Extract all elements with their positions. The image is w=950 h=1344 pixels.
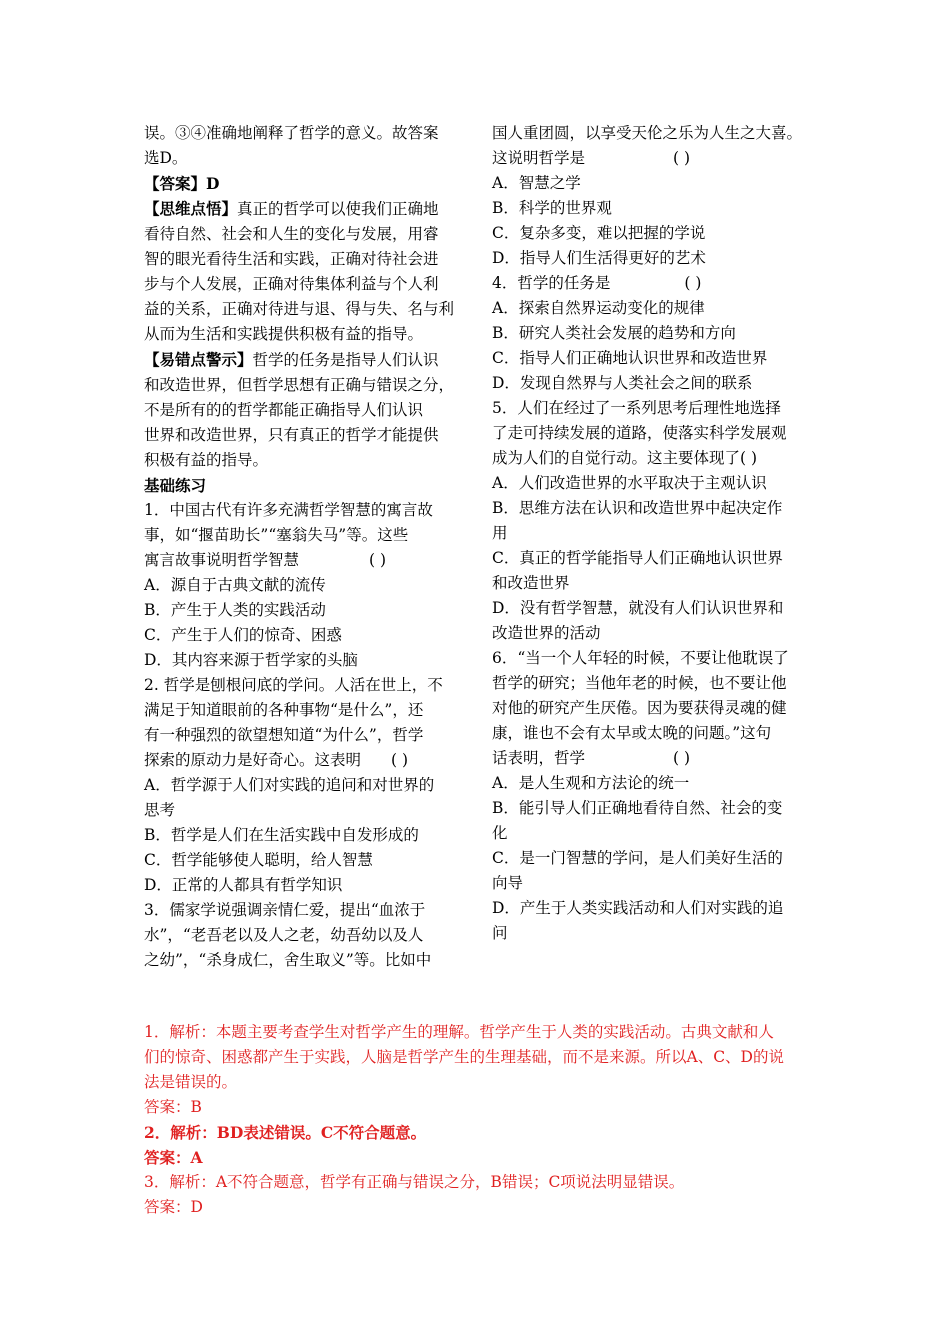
q6-option-c-cont: 向导	[492, 874, 524, 892]
q4-option-c: C．指导人们正确地认识世界和改造世界	[492, 349, 768, 367]
a1-explanation: 法是错误的。	[144, 1073, 238, 1091]
q6-option-d: D．产生于人类实践活动和人们对实践的追	[492, 899, 784, 917]
section-title: 基础练习	[144, 476, 207, 495]
q2-stem: 满足于知道眼前的各种事物“是什么”，还	[144, 701, 424, 719]
a3-explanation: 3．解析：A不符合题意，哲学有正确与错误之分，B错误；C项说法明显错误。	[144, 1173, 685, 1191]
thinking-line: 步与个人发展，正确对待集体利益与个人利	[144, 275, 439, 293]
warning-line: 世界和改造世界，只有真正的哲学才能提供	[144, 426, 439, 444]
q2-stem: 探索的原动力是好奇心。这表明 ( )	[144, 751, 409, 769]
a3-answer: 答案：D	[144, 1198, 203, 1216]
q4-option-a: A．探索自然界运动变化的规律	[492, 299, 705, 317]
intro-line: 选D。	[144, 149, 188, 167]
q3-stem: 3．儒家学说强调亲情仁爱，提出“血浓于	[144, 901, 426, 919]
q1-option-a: A．源自于古典文献的流传	[144, 576, 326, 594]
right-column	[492, 121, 822, 946]
q2-option-d: D．正常的人都具有哲学知识	[144, 876, 343, 894]
q6-stem: 6．“当一个人年轻的时候，不要让他耽误了	[492, 649, 789, 667]
q6-paren: ( )	[673, 749, 691, 767]
q2-option-a: A．哲学源于人们对实践的追问和对世界的	[144, 776, 435, 794]
q5-stem: 了走可持续发展的道路，使落实科学发展观	[492, 424, 787, 442]
a1-explanation: 们的惊奇、困惑都产生于实践，人脑是哲学产生的生理基础，而不是来源。所以A、C、D的说	[144, 1048, 784, 1066]
q1-paren: ( )	[369, 551, 387, 569]
q6-stem: 哲学的研究；当他年老的时候，也不要让他	[492, 674, 787, 692]
q1-stem: 寓言故事说明哲学智慧 ( )	[144, 551, 387, 569]
intro-line: 误。③④准确地阐释了哲学的意义。故答案	[144, 124, 439, 142]
thinking-line: 从而为生活和实践提供积极有益的指导。	[144, 325, 424, 343]
answer-label: 【答案】	[144, 174, 207, 193]
thinking-line: 看待自然、社会和人生的变化与发展，用睿	[144, 225, 439, 243]
q2-option-b: B．哲学是人们在生活实践中自发形成的	[144, 826, 419, 844]
q3-stem: 水”，“老吾老以及人之老，幼吾幼以及人	[144, 926, 424, 944]
warning-line: 和改造世界，但哲学思想有正确与错误之分，	[144, 376, 455, 394]
q1-option-d: D．其内容来源于哲学家的头脑	[144, 651, 358, 669]
q3-stem-cont: 国人重团圆，以享受天伦之乐为人生之大喜。	[492, 124, 803, 142]
answer-value: D	[206, 174, 220, 193]
q5-option-b-cont: 用	[492, 524, 508, 542]
q4-option-d: D．发现自然界与人类社会之间的联系	[492, 374, 753, 392]
q2-stem: 有一种强烈的欲望想知道“为什么”，哲学	[144, 726, 424, 744]
q6-option-a: A．是人生观和方法论的统一	[492, 774, 690, 792]
q6-stem: 对他的研究产生厌倦。因为要获得灵魂的健	[492, 699, 787, 717]
warning-label: 【易错点警示】	[144, 350, 253, 369]
a2-explanation: 2．解析：BD表述错误。C不符合题意。	[144, 1123, 427, 1142]
q3-option-d: D．指导人们生活得更好的艺术	[492, 249, 706, 267]
q6-stem: 话表明，哲学 ( )	[492, 749, 691, 767]
warning-line: 不是所有的的哲学都能正确指导人们认识	[144, 401, 424, 419]
q1-stem: 1．中国古代有许多充满哲学智慧的寓言故	[144, 501, 433, 519]
q4-stem: 4．哲学的任务是 ( )	[492, 274, 702, 292]
q6-option-d-cont: 问	[492, 924, 508, 942]
thinking-label: 【思维点悟】	[144, 199, 238, 218]
q1-option-b: B．产生于人类的实践活动	[144, 601, 326, 619]
q6-stem: 康，谁也不会有太早或太晚的问题。”这句	[492, 724, 772, 742]
thinking-line: 智的眼光看待生活和实践，正确对待社会进	[144, 250, 439, 268]
q2-option-a-cont: 思考	[144, 801, 176, 819]
a1-answer: 答案：B	[144, 1098, 202, 1116]
q3-option-a: A．智慧之学	[492, 174, 581, 192]
q5-stem: 成为人们的自觉行动。这主要体现了( )	[492, 449, 758, 467]
q5-option-c-cont: 和改造世界	[492, 574, 570, 592]
warning-line: 积极有益的指导。	[144, 451, 269, 469]
q6-option-b: B．能引导人们正确地看待自然、社会的变	[492, 799, 783, 817]
q5-option-c: C．真正的哲学能指导人们正确地认识世界	[492, 549, 783, 567]
q6-option-b-cont: 化	[492, 824, 508, 842]
q4-paren: ( )	[684, 274, 702, 292]
q2-paren: ( )	[391, 751, 409, 769]
left-column	[144, 121, 466, 973]
q4-option-b: B．研究人类社会发展的趋势和方向	[492, 324, 736, 342]
q5-option-b: B．思维方法在认识和改造世界中起决定作	[492, 499, 783, 517]
q5-option-d-cont: 改造世界的活动	[492, 624, 601, 642]
q5-option-d: D．没有哲学智慧，就没有人们认识世界和	[492, 599, 784, 617]
answer-line	[144, 171, 466, 196]
q3-stem-cont: 这说明哲学是 ( )	[492, 149, 691, 167]
q3-option-b: B．科学的世界观	[492, 199, 612, 217]
q5-option-a: A．人们改造世界的水平取决于主观认识	[492, 474, 767, 492]
q2-option-c: C．哲学能够使人聪明，给人智慧	[144, 851, 373, 869]
q3-stem: 之幼”，“杀身成仁，舍生取义”等。比如中	[144, 951, 432, 969]
warning-line: 【易错点警示】哲学的任务是指导人们认识	[144, 350, 439, 369]
a1-explanation: 1．解析：本题主要考查学生对哲学产生的理解。哲学产生于人类的实践活动。古典文献和人	[144, 1023, 774, 1041]
answer-key-section	[144, 1020, 814, 1220]
thinking-line: 【思维点悟】真正的哲学可以使我们正确地	[144, 199, 439, 218]
thinking-line: 益的关系，正确对待进与退、得与失、名与利	[144, 300, 455, 318]
a2-answer: 答案：A	[144, 1148, 203, 1167]
q1-option-c: C．产生于人们的惊奇、困惑	[144, 626, 342, 644]
q3-paren: ( )	[673, 149, 691, 167]
q2-stem: 2. 哲学是刨根问底的学问。人活在世上，不	[144, 676, 443, 694]
q6-option-c: C．是一门智慧的学问，是人们美好生活的	[492, 849, 783, 867]
q1-stem: 事，如“揠苗助长”“塞翁失马”等。这些	[144, 526, 409, 544]
q3-option-c: C．复杂多变，难以把握的学说	[492, 224, 706, 242]
q5-stem: 5．人们在经过了一系列思考后理性地选择	[492, 399, 781, 417]
